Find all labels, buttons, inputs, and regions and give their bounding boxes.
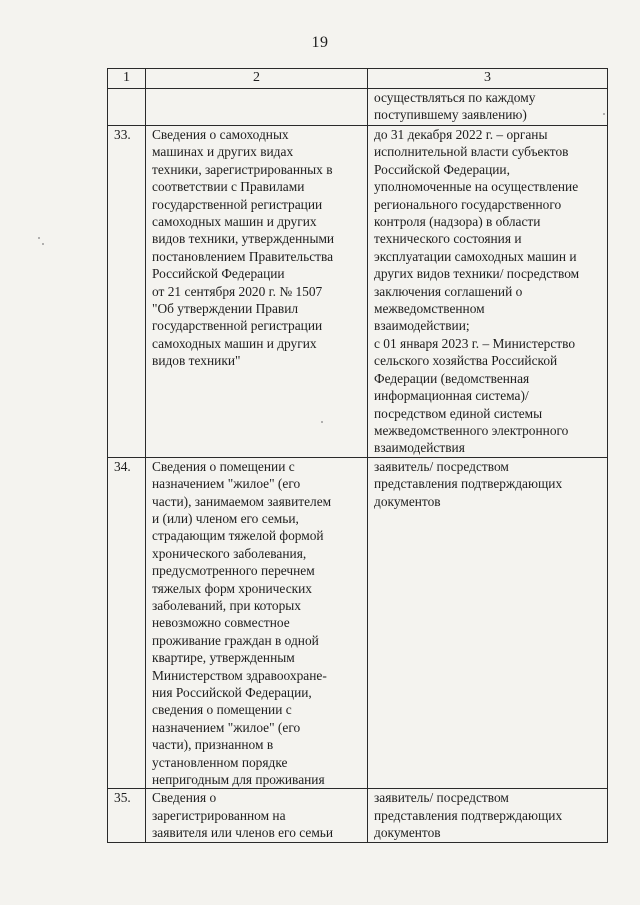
text-line: зарегистрированном на [152, 807, 286, 823]
text-line: взаимодействия [374, 440, 465, 456]
text-line: Сведения о самоходных [152, 127, 289, 142]
text-line: межведомственном [374, 301, 485, 317]
row-description [146, 457, 368, 789]
text-line: заявитель/ посредством [374, 458, 509, 474]
text-line: Федерации (ведомственная [374, 370, 530, 386]
text-line: ния Российской Федерации, [152, 685, 312, 700]
text-line: Сведения о [152, 790, 217, 806]
text-line: исполнительной власти субъектов [374, 144, 569, 160]
text-line: контроля (надзора) в области [374, 214, 541, 230]
text-line: сельского хозяйства Российской [374, 353, 558, 369]
text-line: заявителя или членов его семьи [152, 825, 334, 841]
text-line: квартире, утвержденным [152, 650, 295, 666]
text-line: уполномоченные на осуществление [374, 179, 579, 195]
text-line: поступившему заявлению) [374, 107, 527, 123]
scan-speck [38, 237, 40, 239]
row-description [146, 89, 368, 126]
scan-speck [603, 113, 605, 115]
table-row [108, 89, 608, 126]
text-line: хронического заболевания, [152, 545, 307, 561]
row-description [146, 789, 368, 842]
text-line: установленном порядке [152, 754, 288, 770]
text-line: постановлением Правительства [152, 248, 334, 264]
document-table [107, 68, 608, 843]
text-line: невозможно совместное [152, 615, 290, 631]
text-line: представления подтверждающих [374, 807, 563, 823]
text-line: соответствии с Правилами [152, 179, 305, 195]
row-source [368, 126, 608, 458]
text-line: эксплуатации самоходных машин и [374, 248, 577, 264]
text-line: регионального государственного [374, 196, 562, 212]
text-line: Министерством здравоохране- [152, 667, 327, 683]
text-line: осуществляться по каждому [374, 90, 536, 105]
header-cell-2: 2 [146, 69, 368, 89]
text-line: государственной регистрации [152, 318, 323, 334]
text-line: страдающим тяжелой формой [152, 528, 324, 544]
header-cell-1: 1 [108, 69, 146, 89]
text-line: и (или) членом его семьи, [152, 510, 299, 526]
table-row [108, 457, 608, 789]
page-number: 19 [311, 34, 329, 51]
row-source [368, 789, 608, 842]
scan-speck [42, 243, 44, 245]
text-line: документов [374, 493, 441, 509]
text-line: тяжелых форм хронических [152, 580, 313, 596]
text-line: сведения о помещении с [152, 702, 292, 718]
row-source [368, 89, 608, 126]
text-line: заявитель/ посредством [374, 790, 509, 806]
row-number: 33. [108, 126, 146, 458]
text-line: с 01 января 2023 г. – Министерство [374, 335, 576, 351]
row-number: 34. [108, 457, 146, 789]
text-line: самоходных машин и других [152, 335, 317, 351]
text-line: от 21 сентября 2020 г. № 1507 [152, 283, 323, 299]
text-line: "Об утверждении Правил [152, 301, 299, 317]
text-line: Российской Федерации, [374, 161, 510, 177]
text-line: Российской Федерации [152, 266, 285, 282]
row-number: 35. [108, 789, 146, 842]
row-description [146, 126, 368, 458]
text-line: назначением "жилое" (его [152, 476, 301, 492]
text-line: заболеваний, при которых [152, 597, 301, 613]
table-row [108, 126, 608, 458]
text-line: других видов техники/ посредством [374, 266, 580, 282]
text-line: видов техники" [152, 353, 241, 369]
text-line: информационная система)/ [374, 388, 529, 404]
text-line: представления подтверждающих [374, 476, 563, 492]
text-line: до 31 декабря 2022 г. – органы [374, 127, 548, 142]
text-line: самоходных машин и других [152, 214, 317, 230]
text-line: заключения соглашений о [374, 283, 523, 299]
text-line: части), занимаемом заявителем [152, 493, 332, 509]
text-line: документов [374, 825, 441, 841]
text-line: техники, зарегистрированных в [152, 161, 333, 177]
table-row [108, 789, 608, 842]
text-line: части), признанном в [152, 737, 274, 753]
text-line: межведомственного электронного [374, 422, 569, 438]
row-number [108, 89, 146, 126]
text-line: проживание граждан в одной [152, 632, 319, 648]
text-line: машинах и других видах [152, 144, 294, 160]
text-line: назначением "жилое" (его [152, 719, 301, 735]
text-line: видов техники, утвержденными [152, 231, 335, 247]
text-line: посредством единой системы [374, 405, 543, 421]
text-line: непригодным для проживания [152, 772, 325, 788]
scan-speck [321, 421, 323, 423]
text-line: взаимодействии; [374, 318, 470, 334]
row-source [368, 457, 608, 789]
header-cell-3: 3 [368, 69, 608, 89]
text-line: предусмотренного перечнем [152, 563, 315, 579]
text-line: технического состояния и [374, 231, 522, 247]
text-line: Сведения о помещении с [152, 458, 295, 474]
text-line: государственной регистрации [152, 196, 323, 212]
table-header-row [108, 69, 608, 89]
